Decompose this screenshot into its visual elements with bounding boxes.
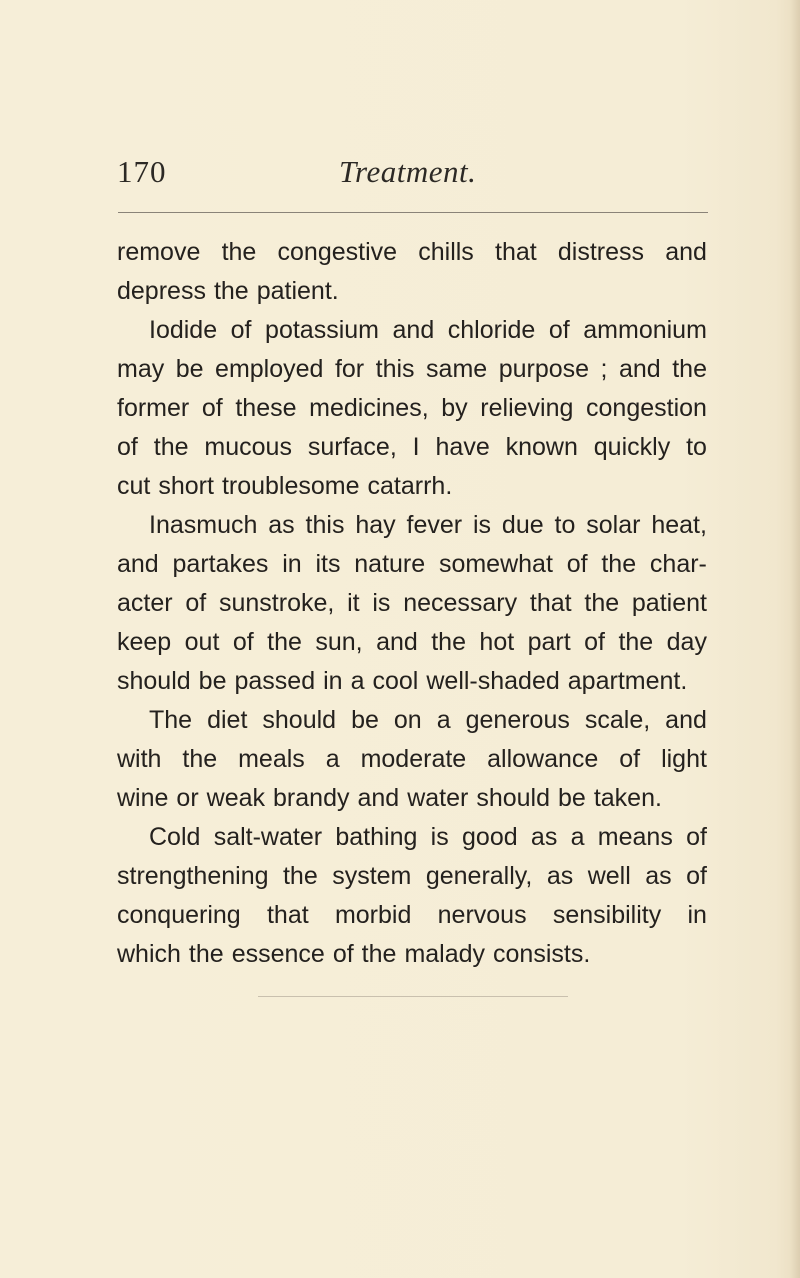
text-line: Iodide of potassium and chloride of ammonium	[149, 316, 707, 344]
text-line: keep out of the sun, and the hot part of the day	[117, 628, 707, 656]
text-line: acter of sunstroke, it is necessary that the patient	[117, 589, 707, 617]
text-line: Inasmuch as this hay fever is due to solar heat,	[149, 511, 707, 539]
text-line: may be employed for this same purpose ; and the	[117, 355, 707, 383]
text-line: should be passed in a cool well-shaded apartment.	[117, 667, 688, 695]
footer-rule	[258, 996, 568, 997]
running-head	[117, 152, 707, 192]
text-line: former of these medicines, by relieving congestion	[117, 394, 707, 422]
header-rule	[118, 212, 708, 213]
text-line: which the essence of the malady consists.	[117, 940, 591, 968]
page-edge-shadow	[790, 0, 800, 1278]
text-line: strengthening the system generally, as well as of	[117, 862, 707, 890]
text-line: cut short troublesome catarrh.	[117, 472, 453, 500]
text-line: of the mucous surface, I have known quickly to	[117, 433, 707, 461]
running-title: Treatment.	[339, 154, 477, 189]
text-line: remove the congestive chills that distress and	[117, 238, 707, 266]
text-line: Cold salt-water bathing is good as a means of	[149, 823, 707, 851]
text-line: and partakes in its nature somewhat of the char-	[117, 550, 707, 578]
text-line: conquering that morbid nervous sensibility in	[117, 901, 707, 929]
text-line: wine or weak brandy and water should be taken.	[117, 784, 662, 812]
text-line: The diet should be on a generous scale, and	[149, 706, 707, 734]
body-text	[117, 233, 707, 974]
page-number: 170	[117, 154, 167, 189]
text-line: depress the patient.	[117, 277, 339, 305]
text-line: with the meals a moderate allowance of light	[117, 745, 707, 773]
